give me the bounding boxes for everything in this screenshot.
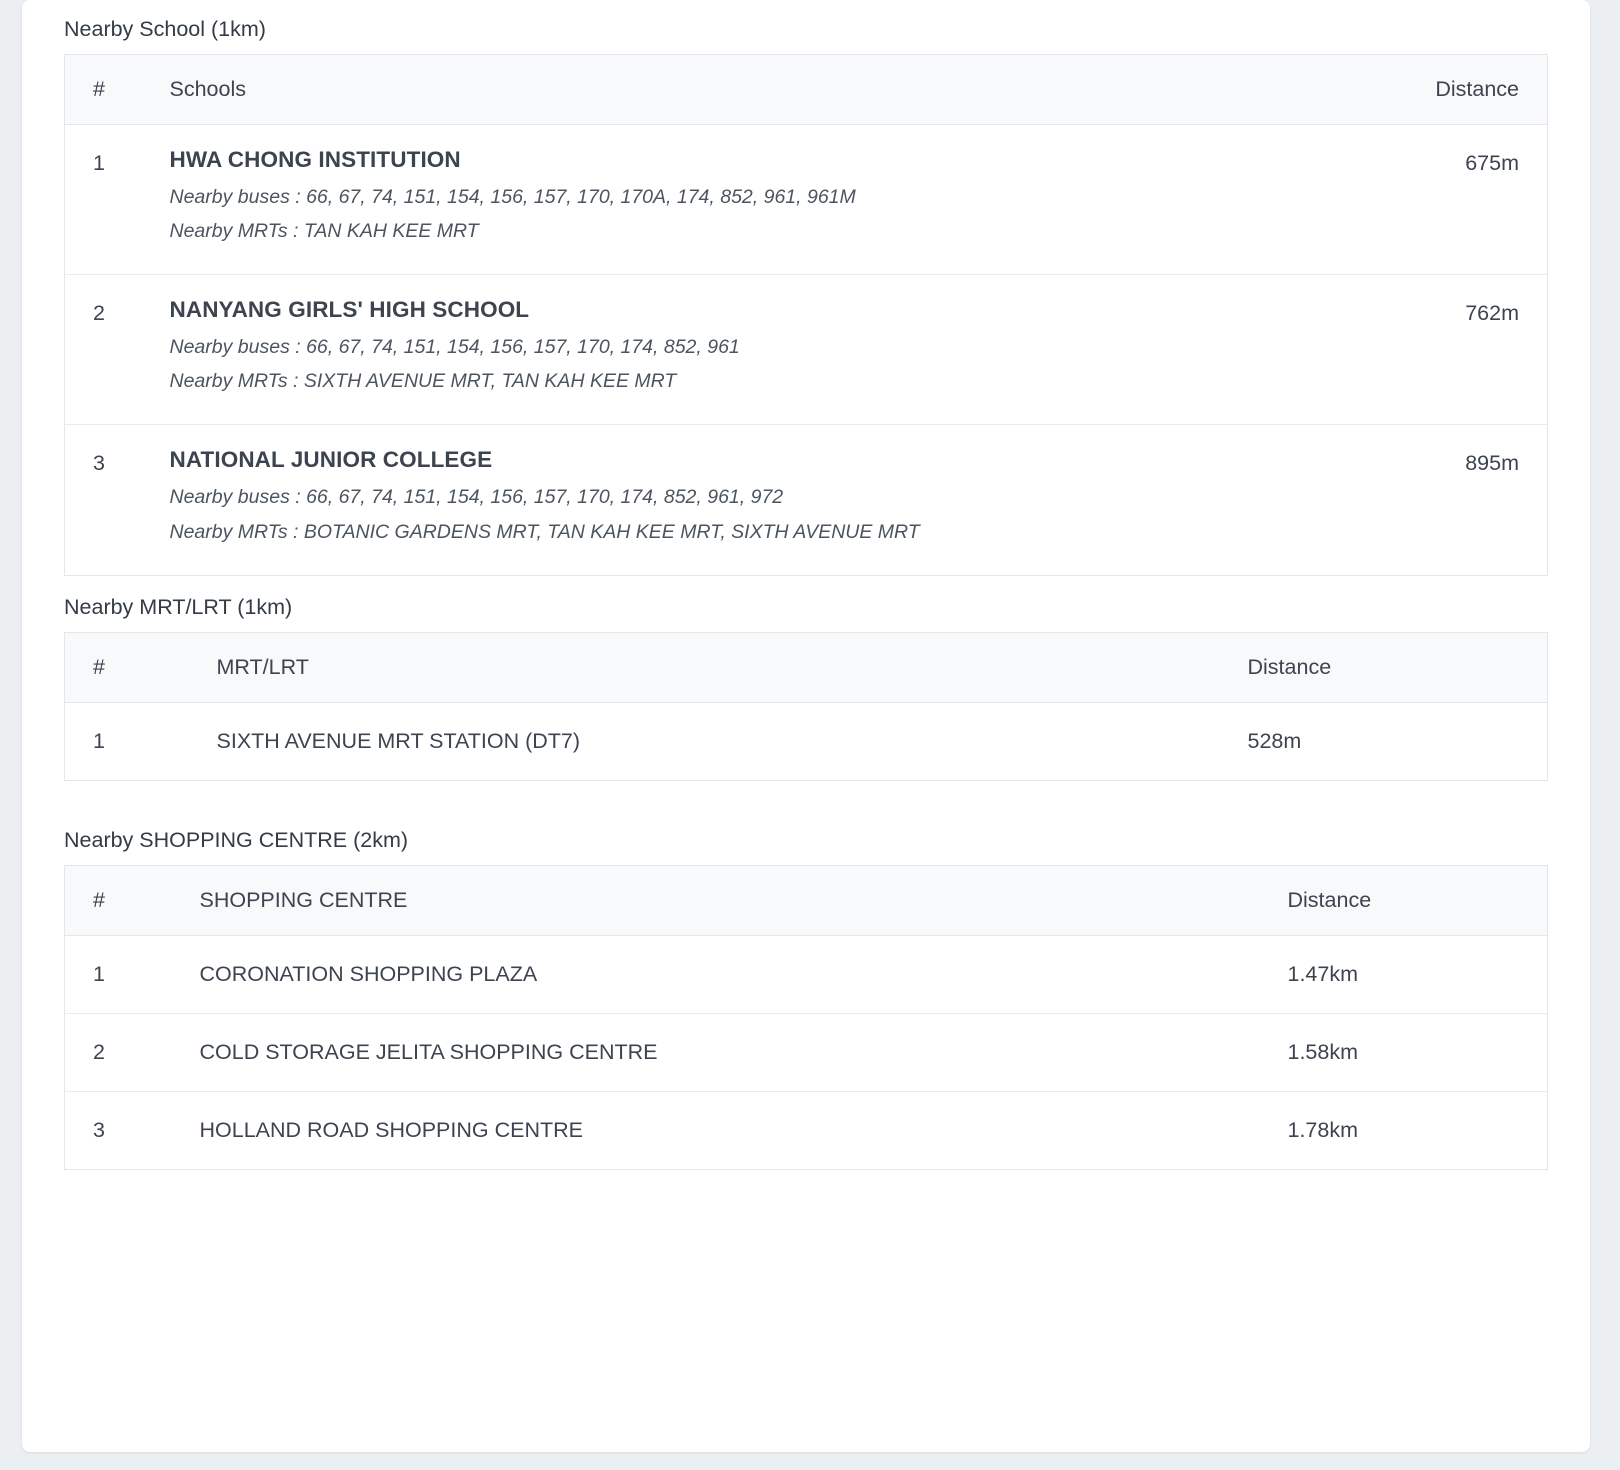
shopping-table <box>64 865 1548 1170</box>
schools-table <box>64 54 1548 576</box>
row-index: 3 <box>65 1091 200 1169</box>
column-header-index: # <box>65 54 170 124</box>
table-header-row <box>65 865 1548 935</box>
table-row <box>65 275 1548 425</box>
school-cell <box>170 124 1358 274</box>
section-title-shopping: Nearby SHOPPING CENTRE (2km) <box>64 827 409 852</box>
mrt-distance: 528m <box>1247 728 1302 753</box>
shopping-centre-name: COLD STORAGE JELITA SHOPPING CENTRE <box>200 1013 1288 1091</box>
school-distance: 762m <box>1358 275 1548 425</box>
section-title-schools: Nearby School (1km) <box>64 17 266 41</box>
table-row <box>65 1013 1548 1091</box>
spacer <box>64 781 1548 809</box>
row-index: 2 <box>65 1013 200 1091</box>
shopping-centre-distance: 1.58km <box>1288 1013 1548 1091</box>
section-title-mrt: Nearby MRT/LRT (1km) <box>64 594 293 619</box>
school-nearby-buses: Nearby buses : 66, 67, 74, 151, 154, 156, 157, 170, 174, 852, 961, 972 <box>169 486 784 509</box>
column-header-index: # <box>65 632 217 702</box>
row-index: 3 <box>65 425 170 575</box>
school-name: NATIONAL JUNIOR COLLEGE <box>169 447 493 473</box>
school-distance: 675m <box>1465 150 1519 175</box>
table-row <box>65 425 1548 575</box>
table-row <box>65 1091 1548 1169</box>
school-nearby-mrts: Nearby MRTs : TAN KAH KEE MRT <box>169 220 479 243</box>
school-cell <box>170 425 1358 575</box>
mrt-table <box>64 632 1548 781</box>
table-row <box>65 702 1548 780</box>
school-name: NANYANG GIRLS' HIGH SCHOOL <box>169 297 530 323</box>
table-header-row <box>65 632 1548 702</box>
table-row <box>65 935 1548 1013</box>
column-header-distance: Distance <box>1288 865 1548 935</box>
row-index: 1 <box>93 961 105 986</box>
row-index: 1 <box>93 150 105 175</box>
school-nearby-buses: Nearby buses : 66, 67, 74, 151, 154, 156, 157, 170, 174, 852, 961 <box>169 336 740 359</box>
shopping-centre-distance: 1.47km <box>1287 961 1359 986</box>
column-header-distance: Distance <box>1358 54 1548 124</box>
shopping-centre-distance: 1.78km <box>1288 1091 1548 1169</box>
table-row <box>65 124 1548 274</box>
school-nearby-mrts: Nearby MRTs : SIXTH AVENUE MRT, TAN KAH KEE MRT <box>169 370 677 393</box>
shopping-centre-name: CORONATION SHOPPING PLAZA <box>199 961 538 986</box>
column-header-distance: Distance <box>1248 632 1548 702</box>
school-nearby-mrts: Nearby MRTs : BOTANIC GARDENS MRT, TAN KAH KEE MRT, SIXTH AVENUE MRT <box>169 520 920 543</box>
row-index: 1 <box>93 728 105 753</box>
school-distance: 895m <box>1358 425 1548 575</box>
table-header-row <box>65 54 1548 124</box>
row-index: 2 <box>65 275 170 425</box>
mrt-name: SIXTH AVENUE MRT STATION (DT7) <box>216 728 581 753</box>
amenities-card <box>22 0 1590 1452</box>
school-nearby-buses: Nearby buses : 66, 67, 74, 151, 154, 156, 157, 170, 170A, 174, 852, 961, 961M <box>169 185 856 208</box>
school-name: HWA CHONG INSTITUTION <box>169 146 461 172</box>
column-header-mrt: MRT/LRT <box>217 632 1248 702</box>
column-header-schools: Schools <box>170 54 1358 124</box>
school-cell <box>170 275 1358 425</box>
column-header-shopping-centre: SHOPPING CENTRE <box>200 865 1288 935</box>
column-header-index: # <box>65 865 200 935</box>
shopping-centre-name: HOLLAND ROAD SHOPPING CENTRE <box>200 1091 1288 1169</box>
